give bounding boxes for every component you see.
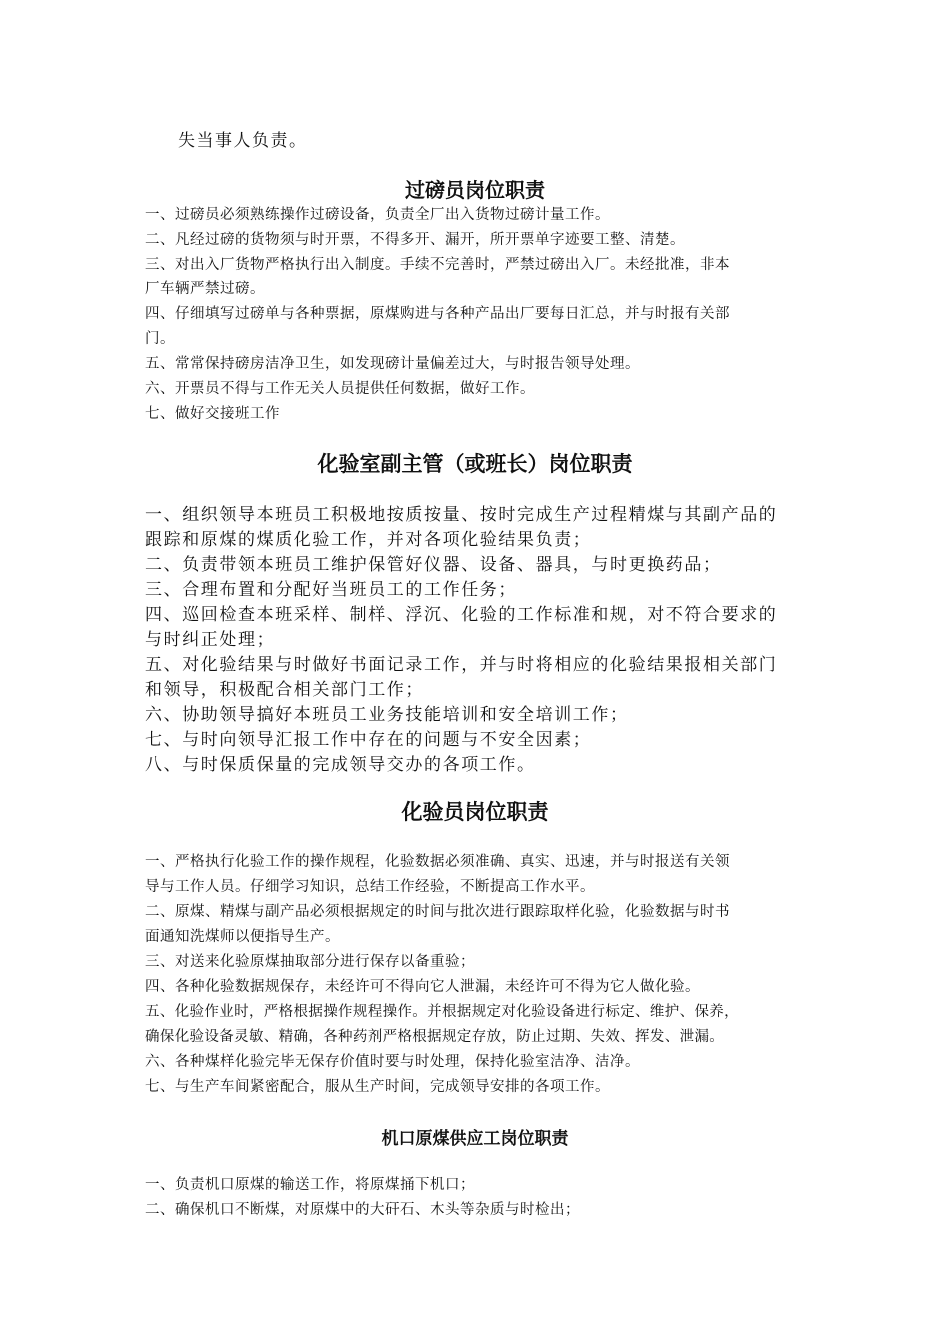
section3-line: 七、与生产车间紧密配合，服从生产时间，完成领导安排的各项工作。: [145, 1079, 610, 1095]
section1-line: 四、仔细填写过磅单与各种票据，原煤购进与各种产品出厂要每日汇总，并与时报有关部: [145, 306, 730, 322]
section1-line: 五、常常保持磅房洁净卫生，如发现磅计量偏差过大，与时报告领导处理。: [145, 356, 640, 372]
section2-line: 二、负责带领本班员工维护保管好仪器、设备、器具，与时更换药品；: [145, 555, 722, 575]
section4-line: 一、负责机口原煤的输送工作，将原煤捅下机口；: [145, 1177, 475, 1193]
section1-line: 一、过磅员必须熟练操作过磅设备，负责全厂出入货物过磅计量工作。: [145, 207, 610, 223]
section3-line: 四、各种化验数据规保存，未经许可不得向它人泄漏，未经许可不得为它人做化验。: [145, 979, 700, 995]
section2-line: 五、对化验结果与时做好书面记录工作，并与时将相应的化验结果报相关部门: [145, 655, 778, 675]
section3-line: 三、对送来化验原煤抽取部分进行保存以备重验；: [145, 954, 475, 970]
section3-line: 一、严格执行化验工作的操作规程，化验数据必须准确、真实、迅速，并与时报送有关领: [145, 854, 730, 870]
section1-line: 三、对出入厂货物严格执行出入制度。手续不完善时，严禁过磅出入厂。未经批准，非本: [145, 257, 730, 273]
section2-line: 四、巡回检查本班采样、制样、浮沉、化验的工作标准和规，对不符合要求的: [145, 605, 778, 625]
section-title-raw-coal-supply-worker: 机口原煤供应工岗位职责: [381, 1129, 569, 1149]
section2-line: 六、协助领导搞好本班员工业务技能培训和安全培训工作；: [145, 705, 629, 725]
section1-line: 二、凡经过磅的货物须与时开票，不得多开、漏开，所开票单字迹要工整、清楚。: [145, 232, 685, 248]
section-title-lab-technician: 化验员岗位职责: [401, 799, 549, 824]
intro-line: 失当事人负责。: [178, 131, 308, 151]
section2-line: 与时纠正处理；: [145, 630, 276, 650]
section3-line: 六、各种煤样化验完毕无保存价值时要与时处理，保持化验室洁净、洁净。: [145, 1054, 640, 1070]
section1-line: 厂车辆严禁过磅。: [145, 281, 265, 297]
section1-line: 门。: [145, 331, 175, 347]
section3-line: 五、化验作业时，严格根据操作规程操作。并根据规定对化验设备进行标定、维护、保养，: [145, 1004, 739, 1020]
section4-line: 二、确保机口不断煤，对原煤中的大矸石、木头等杂质与时检出；: [145, 1202, 580, 1218]
section2-line: 和领导，积极配合相关部门工作；: [145, 680, 424, 700]
section-title-weighing-clerk: 过磅员岗位职责: [405, 178, 545, 202]
section2-line: 八、与时保质保量的完成领导交办的各项工作。: [145, 755, 536, 775]
section2-line: 三、合理布置和分配好当班员工的工作任务；: [145, 580, 517, 600]
section3-line: 二、原煤、精煤与副产品必须根据规定的时间与批次进行跟踪取样化验，化验数据与时书: [145, 904, 730, 920]
section2-line: 一、组织领导本班员工积极地按质按量、按时完成生产过程精煤与其副产品的: [145, 505, 778, 525]
section2-line: 跟踪和原煤的煤质化验工作，并对各项化验结果负责；: [145, 530, 592, 550]
section3-line: 面通知洗煤师以便指导生产。: [145, 929, 340, 945]
section2-line: 七、与时向领导汇报工作中存在的问题与不安全因素；: [145, 730, 592, 750]
section3-line: 确保化验设备灵敏、精确，各种药剂严格根据规定存放，防止过期、失效、挥发、泄漏。: [145, 1029, 725, 1045]
section1-line: 六、开票员不得与工作无关人员提供任何数据，做好工作。: [145, 381, 535, 397]
section3-line: 导与工作人员。仔细学习知识，总结工作经验，不断提高工作水平。: [145, 879, 595, 895]
section-title-lab-deputy-supervisor: 化验室副主管（或班长）岗位职责: [317, 451, 633, 476]
section1-line: 七、做好交接班工作: [145, 406, 280, 422]
